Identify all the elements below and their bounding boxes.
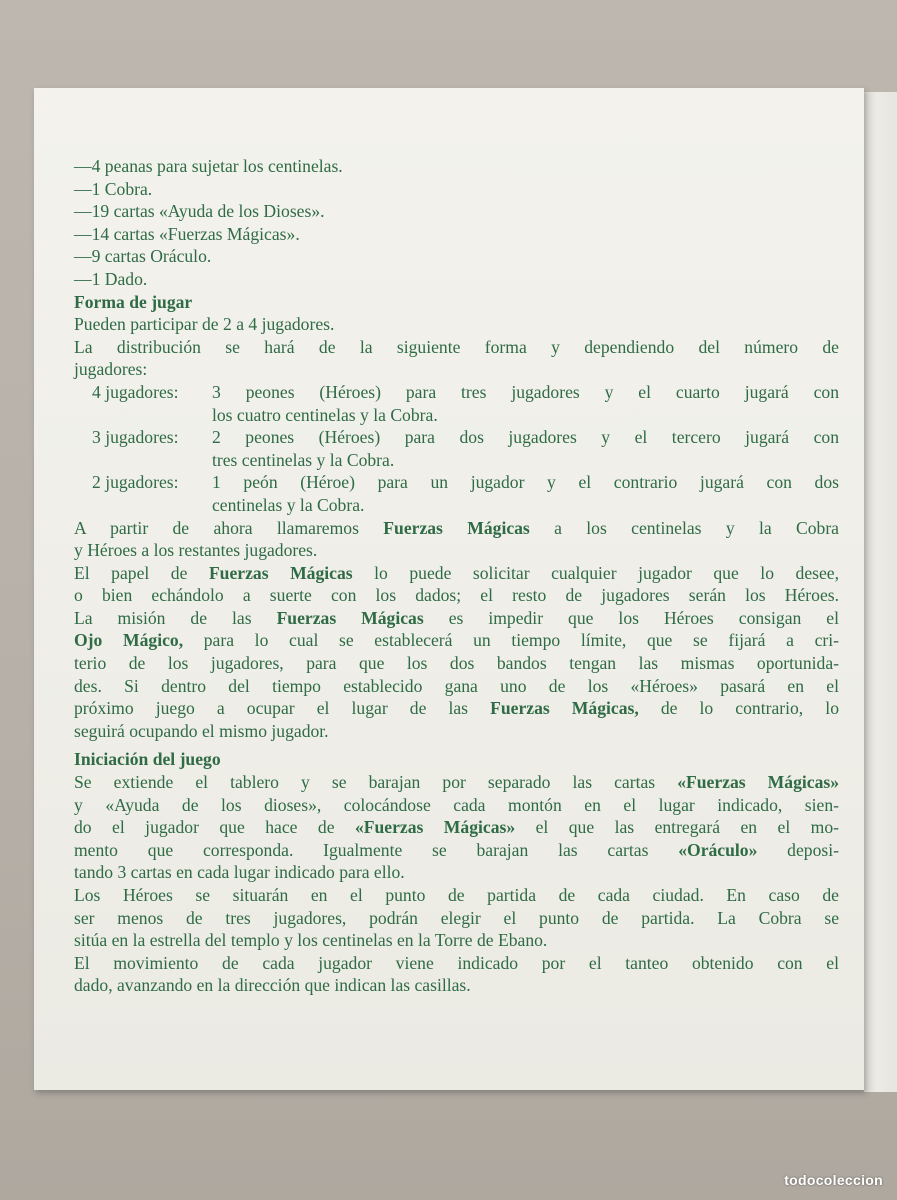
paragraph-line: dado, avanzando en la dirección que indican las casillas. [74, 975, 471, 996]
distribution-text [212, 426, 839, 471]
player-distribution-row [74, 426, 839, 471]
document-text [74, 155, 839, 997]
player-count-label: 2 jugadores: [92, 472, 179, 493]
paragraph-line: tando 3 cartas en cada lugar indicado para ello. [74, 862, 405, 883]
distribution-line: 3 peones (Héroes) para tres jugadores y el cuarto jugará con [212, 381, 839, 402]
paragraph-line: La distribución se hará de la siguiente forma y dependiendo del número de [74, 336, 839, 357]
distribution-line: 2 peones (Héroes) para dos jugadores y el tercero jugará con [212, 427, 839, 448]
paragraph-line: seguirá ocupando el mismo jugador. [74, 720, 329, 741]
distribution-line: centinelas y la Cobra. [212, 494, 365, 515]
list-item: —4 peanas para sujetar los centinelas. [74, 156, 343, 176]
paragraph-line: Pueden participar de 2 a 4 jugadores. [74, 314, 335, 335]
list-item: —19 cartas «Ayuda de los Dioses». [74, 201, 325, 222]
paragraph-line: Ojo Mágico, para lo cual se establecerá un tiempo límite, que se fijará a cri- [74, 630, 839, 651]
paragraph-line: des. Si dentro del tiempo establecido gana uno de los «Héroes» pasará en el [74, 675, 839, 696]
paragraph-line: Los Héroes se situarán en el punto de partida de cada ciudad. En caso de [74, 885, 839, 905]
section-heading: Iniciación del juego [74, 749, 221, 770]
adjacent-page-edge [864, 92, 897, 1092]
paragraph-line: jugadores: [74, 359, 148, 380]
components-list [74, 155, 839, 291]
distribution-line: 1 peón (Héroe) para un jugador y el contrario jugará con dos [212, 472, 839, 493]
paragraph-line: ser menos de tres jugadores, podrán elegir el punto de partida. La Cobra se [74, 907, 839, 928]
paragraph-line: próximo juego a ocupar el lugar de las Fuerzas Mágicas, de lo contrario, lo [74, 698, 839, 719]
distribution-line: tres centinelas y la Cobra. [212, 449, 395, 470]
player-distribution-row [74, 381, 839, 426]
section-heading: Forma de jugar [74, 291, 193, 312]
player-count-label: 3 jugadores: [92, 427, 179, 448]
paragraph-line: y «Ayuda de los dioses», colocándose cada montón en el lugar indicado, sien- [74, 794, 839, 815]
paragraph-line: El papel de Fuerzas Mágicas lo puede solicitar cualquier jugador que lo desee, [74, 562, 839, 583]
paragraph-line: do el jugador que hace de «Fuerzas Mágicas» el que las entregará en el mo- [74, 817, 839, 838]
paragraph-line: mento que corresponda. Igualmente se barajan las cartas «Oráculo» deposi- [74, 839, 839, 860]
paragraph-line: A partir de ahora llamaremos Fuerzas Mágicas a los centinelas y la Cobra [74, 517, 839, 538]
list-item: —9 cartas Oráculo. [74, 246, 212, 267]
paragraph-line: o bien echándolo a suerte con los dados; el resto de jugadores serán los Héroes. [74, 585, 839, 606]
list-item: —1 Dado. [74, 268, 148, 289]
distribution-text [212, 381, 839, 426]
paragraph-line: y Héroes a los restantes jugadores. [74, 540, 318, 561]
player-distribution-row [74, 471, 839, 516]
player-count-label: 4 jugadores: [92, 381, 179, 402]
paragraph-line: El movimiento de cada jugador viene indicado por el tanteo obtenido con el [74, 952, 839, 973]
paragraph-line: La misión de las Fuerzas Mágicas es impedir que los Héroes consigan el [74, 607, 839, 628]
section-iniciacion [74, 748, 839, 997]
distribution-line: los cuatro centinelas y la Cobra. [212, 404, 438, 425]
list-item: —1 Cobra. [74, 178, 153, 199]
section-forma-de-jugar [74, 291, 839, 743]
watermark: todocoleccion [784, 1172, 883, 1188]
paragraph-line: Se extiende el tablero y se barajan por separado las cartas «Fuerzas Mágicas» [74, 772, 840, 793]
paragraph-line: terio de los jugadores, para que los dos bandos tengan las mismas oportunida- [74, 653, 839, 674]
distribution-text [212, 471, 839, 516]
paragraph-line: sitúa en la estrella del templo y los centinelas en la Torre de Ebano. [74, 930, 548, 951]
list-item: —14 cartas «Fuerzas Mágicas». [74, 223, 300, 244]
